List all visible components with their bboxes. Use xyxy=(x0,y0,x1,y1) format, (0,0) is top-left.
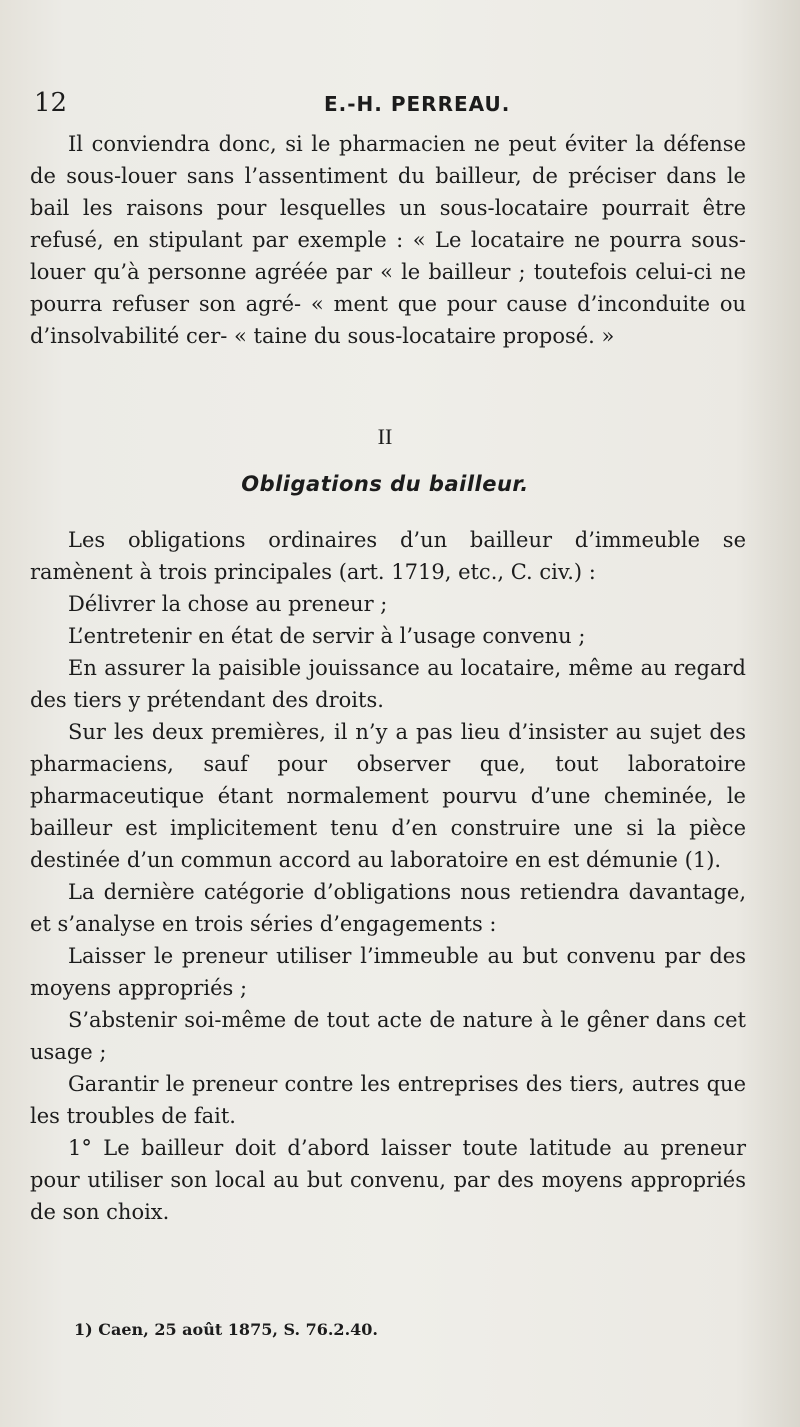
opening-paragraph-block xyxy=(30,128,746,352)
footnote: 1) Caen, 25 août 1875, S. 76.2.40. xyxy=(74,1320,378,1339)
page-number: 12 xyxy=(34,88,68,118)
paragraph: Délivrer la chose au preneur ; xyxy=(68,592,388,616)
paragraph: L’entretenir en état de servir à l’usage convenu ; xyxy=(68,624,586,648)
running-head: E.-H. PERREAU. xyxy=(324,92,511,116)
body-text xyxy=(30,524,746,1228)
paragraph: S’abstenir soi-même de tout acte de nature à le gêner dans cet usage ; xyxy=(30,1008,746,1064)
paragraph: En assurer la paisible jouissance au locataire, même au regard des tiers y prétendant des droits. xyxy=(30,656,746,712)
section-number: II xyxy=(377,424,393,449)
paragraph: Garantir le preneur contre les entreprises des tiers, autres que les troubles de fait. xyxy=(30,1072,746,1128)
paragraph: La dernière catégorie d’obligations nous retiendra davantage, et s’analyse en trois séries d’engagements : xyxy=(30,880,746,936)
paragraph: Sur les deux premières, il n’y a pas lieu d’insister au sujet des pharmaciens, sauf pour observer que, tout laboratoire pharmaceutique étant normalement pourvu d’une cheminée, le bailleur est implicitement tenu d’en construire une si la pièce destinée d’un commun accord au laboratoire en est démunie (1). xyxy=(30,720,746,872)
paragraph: Laisser le preneur utiliser l’immeuble au but convenu par des moyens appropriés ; xyxy=(30,944,746,1000)
paragraph: Il conviendra donc, si le pharmacien ne peut éviter la défense de sous-louer sans l’assentiment du bailleur, de préciser dans le bail les raisons pour lesquelles un sous-locataire pourrait être refusé, en stipulant par exemple : « Le locataire ne pourra sous-louer qu’à personne agréée par « le bailleur ; toutefois celui-ci ne pourra refuser son agré- « ment que pour cause d’inconduite ou d’insolvabilité cer- « taine du sous-locataire proposé. » xyxy=(30,132,746,348)
paragraph: 1° Le bailleur doit d’abord laisser toute latitude au preneur pour utiliser son local au but convenu, par des moyens appropriés de son choix. xyxy=(30,1136,746,1224)
paragraph: Les obligations ordinaires d’un bailleur d’immeuble se ramènent à trois principales (art. 1719, etc., C. civ.) : xyxy=(30,528,746,584)
section-title: Obligations du bailleur. xyxy=(241,472,529,496)
page-header xyxy=(34,88,740,122)
